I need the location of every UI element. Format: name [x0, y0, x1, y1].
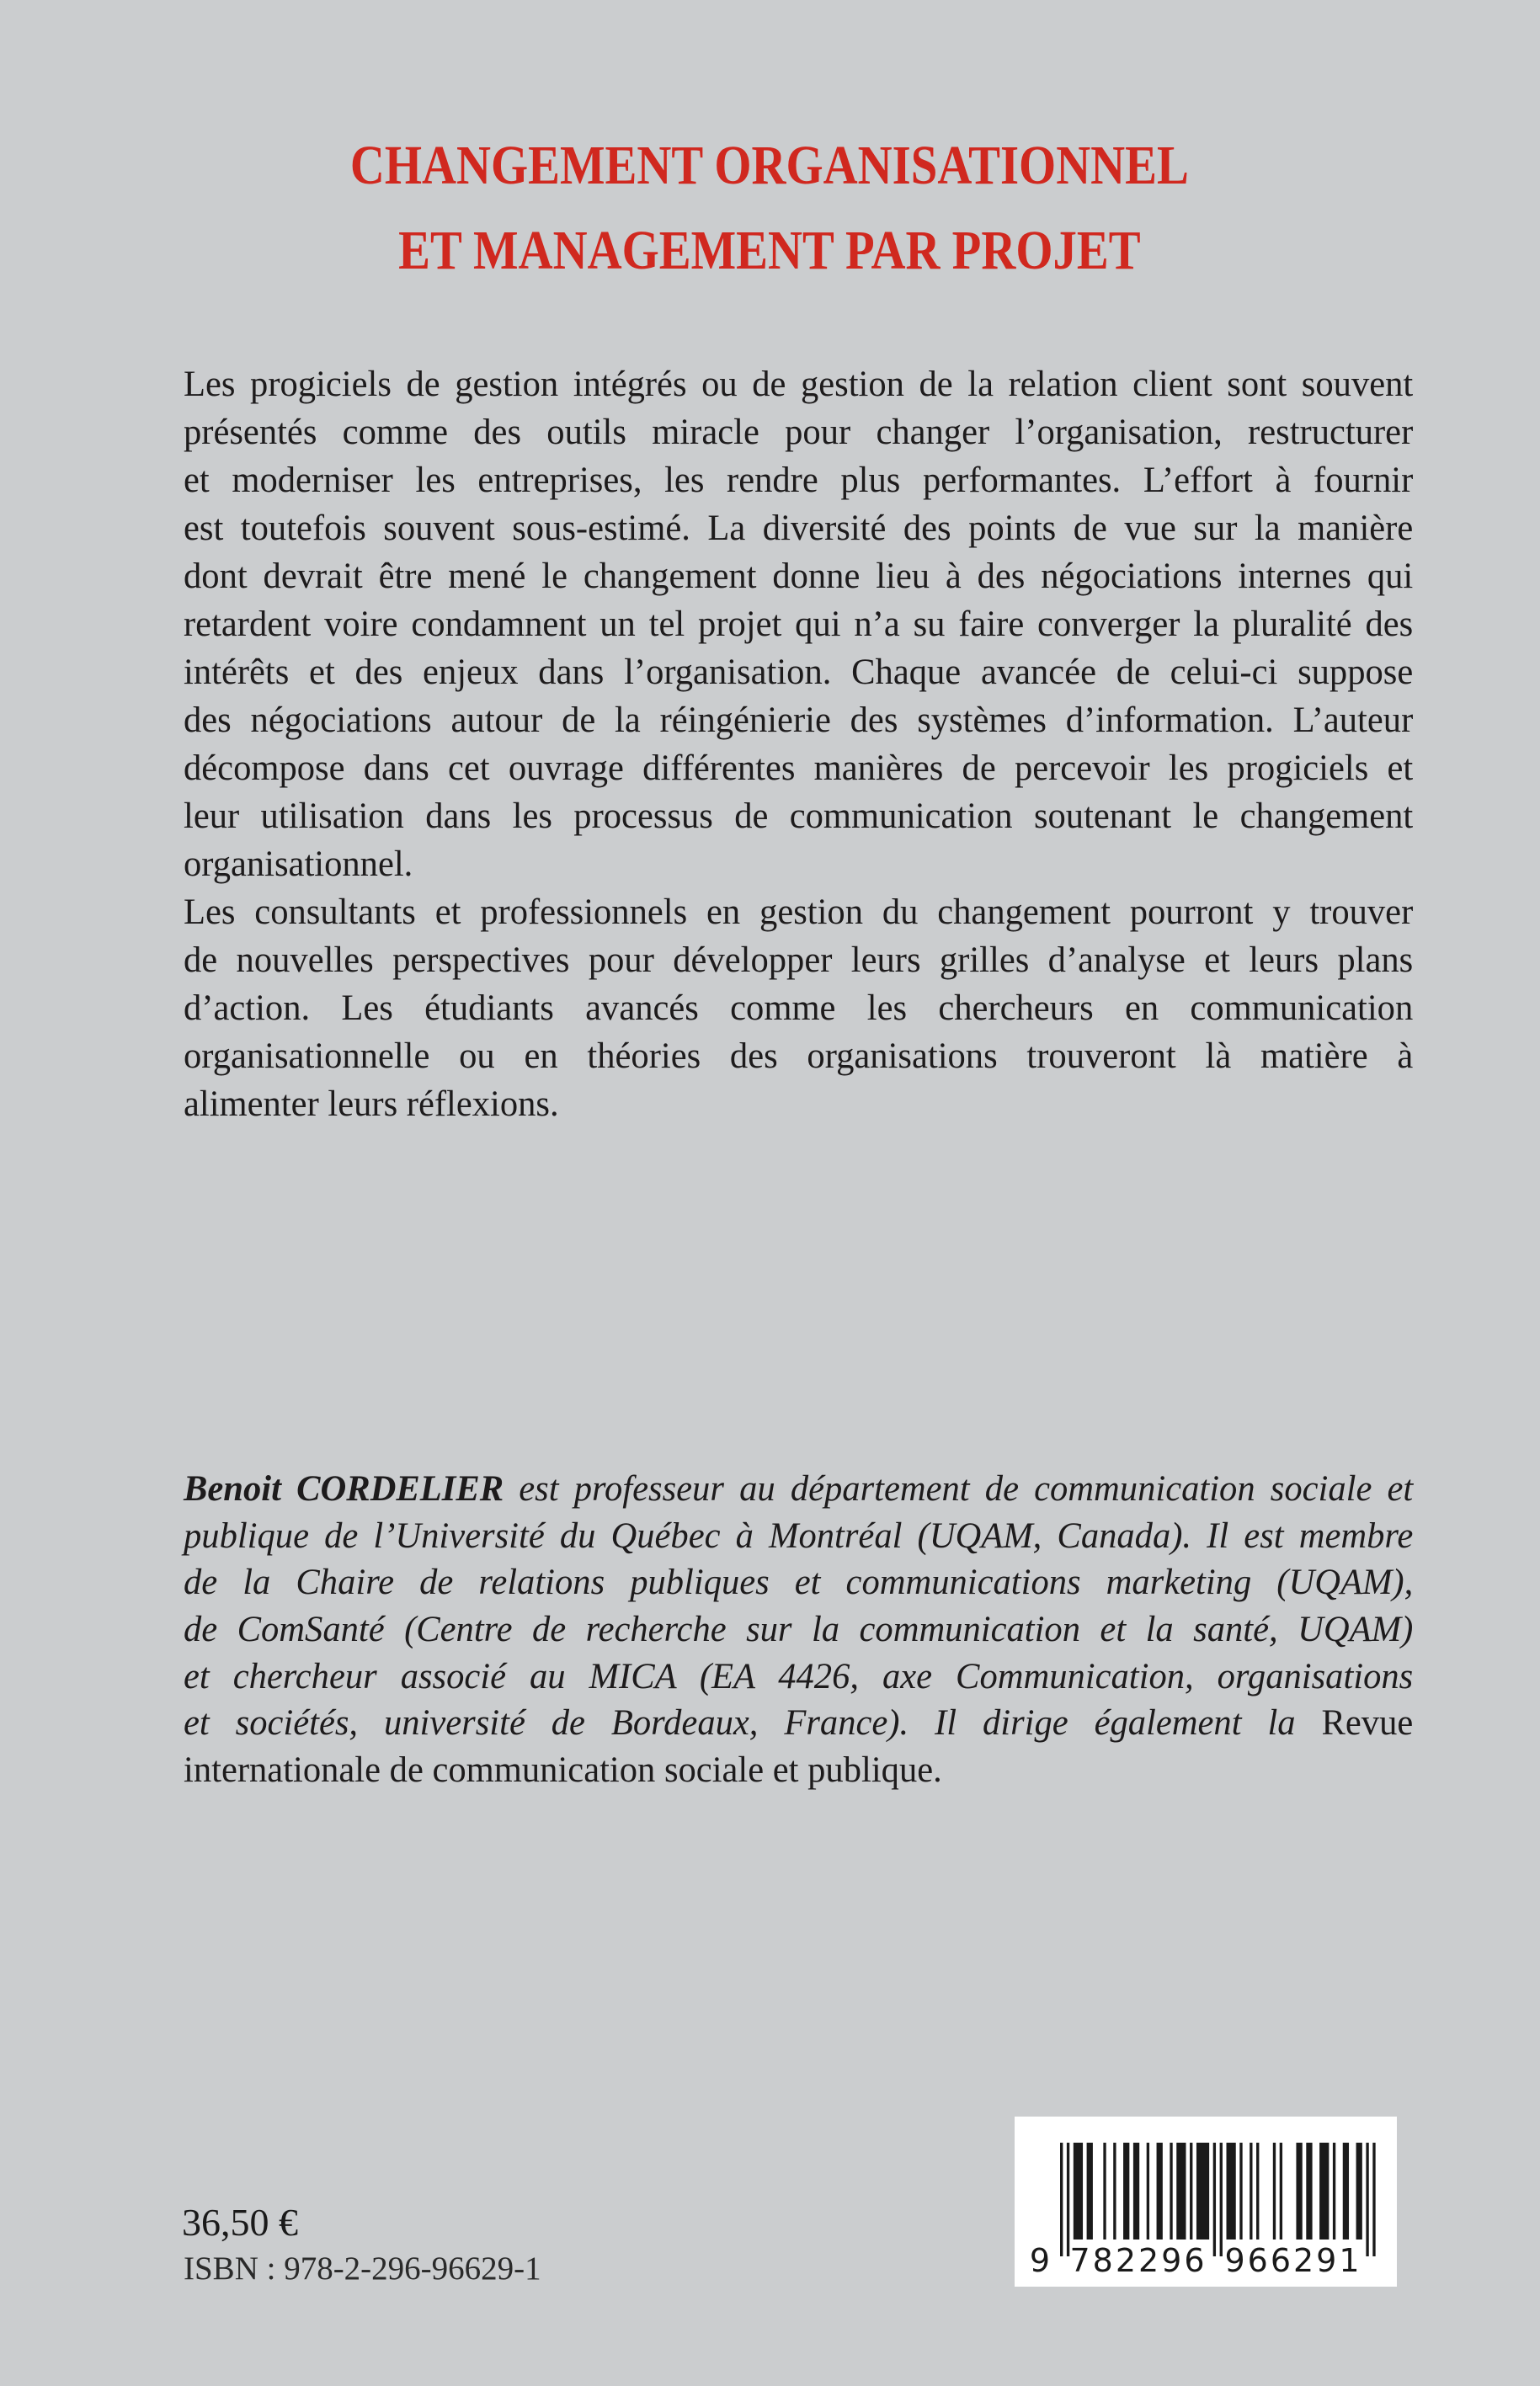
barcode-bar: [1176, 2143, 1186, 2240]
summary-line: est toutefois souvent sous-estimé. La diversité des points de vue sur la manière: [184, 509, 1414, 548]
barcode-bar: [1213, 2143, 1216, 2256]
summary-line: leur utilisation dans les processus de communication soutenant le changement: [184, 796, 1414, 836]
journal-title: Revue: [1321, 1703, 1414, 1744]
barcode-bar: [1227, 2143, 1236, 2240]
summary-line: Les progiciels de gestion intégrés ou de gestion de la relation client sont souvent: [184, 365, 1414, 404]
barcode-bar: [1366, 2143, 1368, 2256]
barcode-bar: [1372, 2143, 1375, 2256]
bio-line: [184, 1466, 1413, 1513]
barcode-icon: [1015, 2117, 1397, 2287]
summary-line: de nouvelles perspectives pour développer leurs grilles d’analyse et leurs plans: [184, 940, 1414, 980]
bio-line: internationale de communication sociale et publique.: [184, 1750, 942, 1791]
barcode-bar: [1296, 2143, 1302, 2240]
barcode-bar: [1356, 2143, 1362, 2240]
barcode-bar: [1239, 2143, 1242, 2240]
barcode-bar: [1170, 2143, 1172, 2240]
barcode-bar: [1306, 2143, 1312, 2240]
barcode-bar: [1343, 2143, 1349, 2240]
summary-line: d’action. Les étudiants avancés comme les chercheurs en communication: [184, 988, 1414, 1028]
bio-line: de ComSanté (Centre de recherche sur la communication et la santé, UQAM): [184, 1610, 1414, 1650]
summary-line: intérêts et des enjeux dans l’organisation. Chaque avancée de celui-ci suppose: [184, 652, 1414, 692]
bio-text: est professeur au département de communication sociale et: [504, 1469, 1414, 1509]
summary-line: alimenter leurs réflexions.: [184, 1084, 559, 1124]
barcode-bar: [1256, 2143, 1259, 2240]
barcode-bar: [1250, 2143, 1252, 2240]
bio-text: et sociétés, université de Bordeaux, France). Il dirige également la: [184, 1703, 1322, 1744]
author-name: Benoit CORDELIER: [184, 1469, 504, 1509]
barcode-bar: [1319, 2143, 1329, 2240]
barcode-bar: [1280, 2143, 1282, 2240]
barcode-bar: [1157, 2143, 1163, 2240]
summary-line: organisationnelle ou en théories des organisations trouveront là matière à: [184, 1036, 1414, 1076]
barcode-bar: [1333, 2143, 1335, 2240]
barcode-bar: [1103, 2143, 1106, 2240]
bio-line: de la Chaire de relations publiques et communications marketing (UQAM),: [184, 1563, 1414, 1603]
bio-line: et chercheur associé au MICA (EA 4426, axe Communication, organisations: [184, 1656, 1414, 1696]
book-title-heading: [107, 123, 1431, 293]
barcode-bar: [1113, 2143, 1116, 2240]
isbn: ISBN : 978-2-296-96629-1: [184, 2250, 541, 2287]
barcode-bar: [1273, 2143, 1276, 2240]
summary-line: décompose dans cet ouvrage différentes manières de percevoir les progiciels et: [184, 748, 1414, 788]
barcode-bar: [1123, 2143, 1129, 2240]
bio-line: [184, 1700, 1413, 1747]
summary-line: Les consultants et professionnels en gestion du changement pourront y trouver: [184, 892, 1414, 932]
bio-line: publique de l’Université du Québec à Montréal (UQAM, Canada). Il est membre: [184, 1515, 1414, 1556]
summary-line: dont devrait être mené le changement donne lieu à des négociations internes qui: [184, 557, 1414, 596]
barcode-digits-left: 782296: [1069, 2242, 1207, 2279]
book-summary: [184, 360, 1425, 1128]
barcode-bar: [1133, 2143, 1139, 2240]
barcode-digits-right: 966291: [1224, 2242, 1362, 2279]
barcode-bar: [1074, 2143, 1083, 2240]
barcode-bar: [1060, 2143, 1063, 2256]
summary-line: des négociations autour de la réingénierie des systèmes d’information. L’auteur: [184, 700, 1414, 740]
barcode-bar: [1067, 2143, 1069, 2256]
barcode-bar: [1220, 2143, 1223, 2256]
title-line-2: ET MANAGEMENT PAR PROJET: [398, 220, 1141, 281]
barcode-bar: [1087, 2143, 1093, 2240]
barcode-digit-first: 9: [1029, 2242, 1051, 2279]
title-line-1: CHANGEMENT ORGANISATIONNEL: [349, 135, 1189, 196]
summary-line: et moderniser les entreprises, les rendre plus performantes. L’effort à fournir: [184, 461, 1414, 500]
barcode-bar: [1147, 2143, 1149, 2240]
summary-line: présentés comme des outils miracle pour changer l’organisation, restructurer: [184, 413, 1414, 452]
barcode-bar: [1196, 2143, 1209, 2240]
isbn-barcode: [1015, 2117, 1397, 2287]
price: 36,50 €: [182, 2201, 298, 2244]
author-bio: [184, 1466, 1425, 1794]
barcode-bar: [1190, 2143, 1192, 2240]
summary-line: retardent voire condamnent un tel projet qui n’a su faire converger la pluralité des: [184, 604, 1414, 644]
summary-line: organisationnel.: [184, 844, 413, 884]
